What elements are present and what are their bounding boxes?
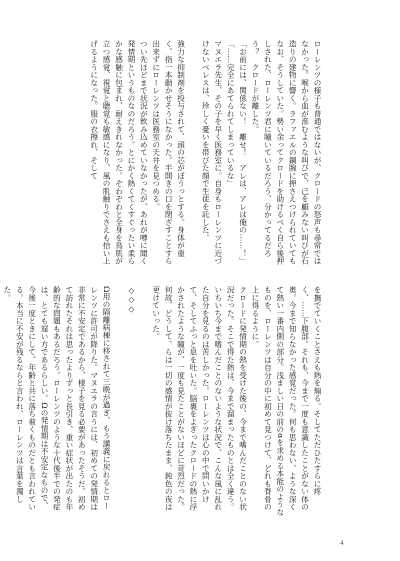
body-text-top: ローレンツの様子も普通ではないが、クロードの怒声も尋常ではなかった。喉から血が滲むような叫びで、己を顧みない叫びが石造りの建物に響く。ラファエルの鋼腕に押さえつけられていてもなお、そうしていた。勢い余ってクロードを助けるべく自ら後押しされた、ローレンツ君に瞳いているだろう、分かってるだろう？ クロードが離した。 「お前には、関係ない！ 離せ！ アレは、アレは俺の……！」 「……完全にあてられてしまっているな」 マヌエラ先生、その子を早く医務室に。自身もローレンツに近づけないベレスは、珍しく憂いを帯びた顔で生徒を託した。 強力な抑制剤を投与されて、頭の芯がぼうっとする。身体が重く、指一本動かせそうになかった。半開きの口を閉ざすことすら出来ずにローレンツは医務室の天井を見つめる。 つい先ほどまで状況が飲み込めていなかったが、あれが噂に聞く発情期というものなのだろう。とにかく熱くてくすぐったい柔らかな感触に包まれ、耐えきれなかった。ぞわぞわと全身を鳥肌が立つ感覚、視覚と聴覚も敏感になり、風の肌触りでさえも拾い上げるようになった。服の衣擦れ、そして xyxy=(89,40,322,265)
page-number: 4 xyxy=(340,540,344,547)
body-text-bottom: を撫でていくことさえも熱を煽る。そしてただひたすらに疼く、……下腹部。それも、今まで一度も意識したことがない体の奥。今まで知らなかった感覚だった。何も思わない、ような深くて熱い一番内側の部分。浅ましい日の前のαを求める本能のようなものを、ローレンツは自分の中に初めて見つけて、どれも脊骨の上に得るように。 クロードに発情期の熱を受けた後の、今まで嗜んだことのない状況だった。そこで得た熱は、今まで溜まったものとは全く違う。 いちいち今まで嗜んだことのないような状況で、こんな風に乱れた自分を見るのは苦しかった。ローレンツは心の中で問いかけて、そしてふっと息を吐いた。脳裏をよぎったクロードの熱に浮かされたような瞳が、一度も見たことがないほどに苛烈だった。何故、どうして。らは一切の感情が抜け落ちたまま、鈍色の夜は更けていった。 ◇◇◇ Ω用の隔離病棟に移されて三晩が過ぎ、もう講義に戻れるとローレンツに許可が降りた。マヌエラの言うには、初めての発情期は非常に不安定であるから、様子を見る必要があったそうだ。初めて訪れたそれは思ったよりずっと長引き、重い症状が出たのも年齢的な問題もあるだろう。ローレンツのような十代後半での発症は、とても遅い方であるらしい。Ωの発情期は不安定なもので、今後一度ときにして、年齢と共に落ち着くものだとも言われている。本当に不安が残るならと言われ、ローレンツは言葉を濁した。 xyxy=(2,286,322,517)
